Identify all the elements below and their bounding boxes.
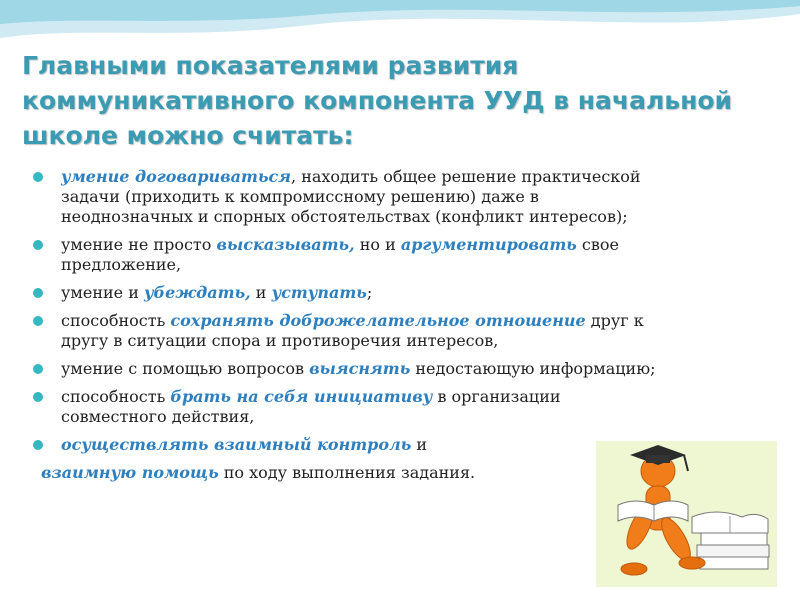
list-item: умение и убеждать, и уступать; [0,283,800,303]
emphasis-text: уступать [271,283,367,302]
list-item: умение договариваться, находить общее решение практической задачи (приходить к компромиссному решению) даже в неоднозначных и спорных обстоятельствах (конфликт интересов); [0,167,800,227]
slide-title [22,48,782,153]
continuation-line: взаимную помощь по ходу выполнения задания. [41,463,476,482]
bullet-icon [33,316,43,326]
emphasis-text: высказывать, [216,235,355,254]
list-item: способность брать на себя инициативу в организации совместного действия, [0,387,800,427]
bullet-icon [33,440,43,450]
emphasis-text: брать на себя инициативу [170,387,433,406]
title-line-3: школе можно считать: [22,121,354,150]
indicator-list [0,167,800,463]
bullet-icon [33,392,43,402]
list-item: способность сохранять доброжелательное отношение друг к другу в ситуации спора и противоречия интересов, [0,311,800,351]
bullet-icon [33,172,43,182]
list-item: умение с помощью вопросов выяснять недостающую информацию; [0,359,800,379]
emphasis-text: осуществлять взаимный контроль [61,435,412,454]
bullet-icon [33,364,43,374]
emphasis-text: умение договариваться [61,167,292,186]
title-line-2: коммуникативного компонента УУД в начальной [22,86,733,115]
list-item: умение не просто высказывать, но и аргументировать свое предложение, [0,235,800,275]
emphasis-text: взаимную помощь [41,463,219,482]
bullet-icon [33,288,43,298]
emphasis-text: аргументировать [400,235,577,254]
student-figure-icon [596,441,777,587]
emphasis-text: выяснять [309,359,411,378]
emphasis-text: убеждать, [143,283,251,302]
list-item: осуществлять взаимный контроль и [0,435,800,455]
bullet-icon [33,240,43,250]
title-line-1: Главными показателями развития [22,51,519,80]
student-with-books-illustration [596,441,777,587]
emphasis-text: сохранять доброжелательное отношение [170,311,586,330]
